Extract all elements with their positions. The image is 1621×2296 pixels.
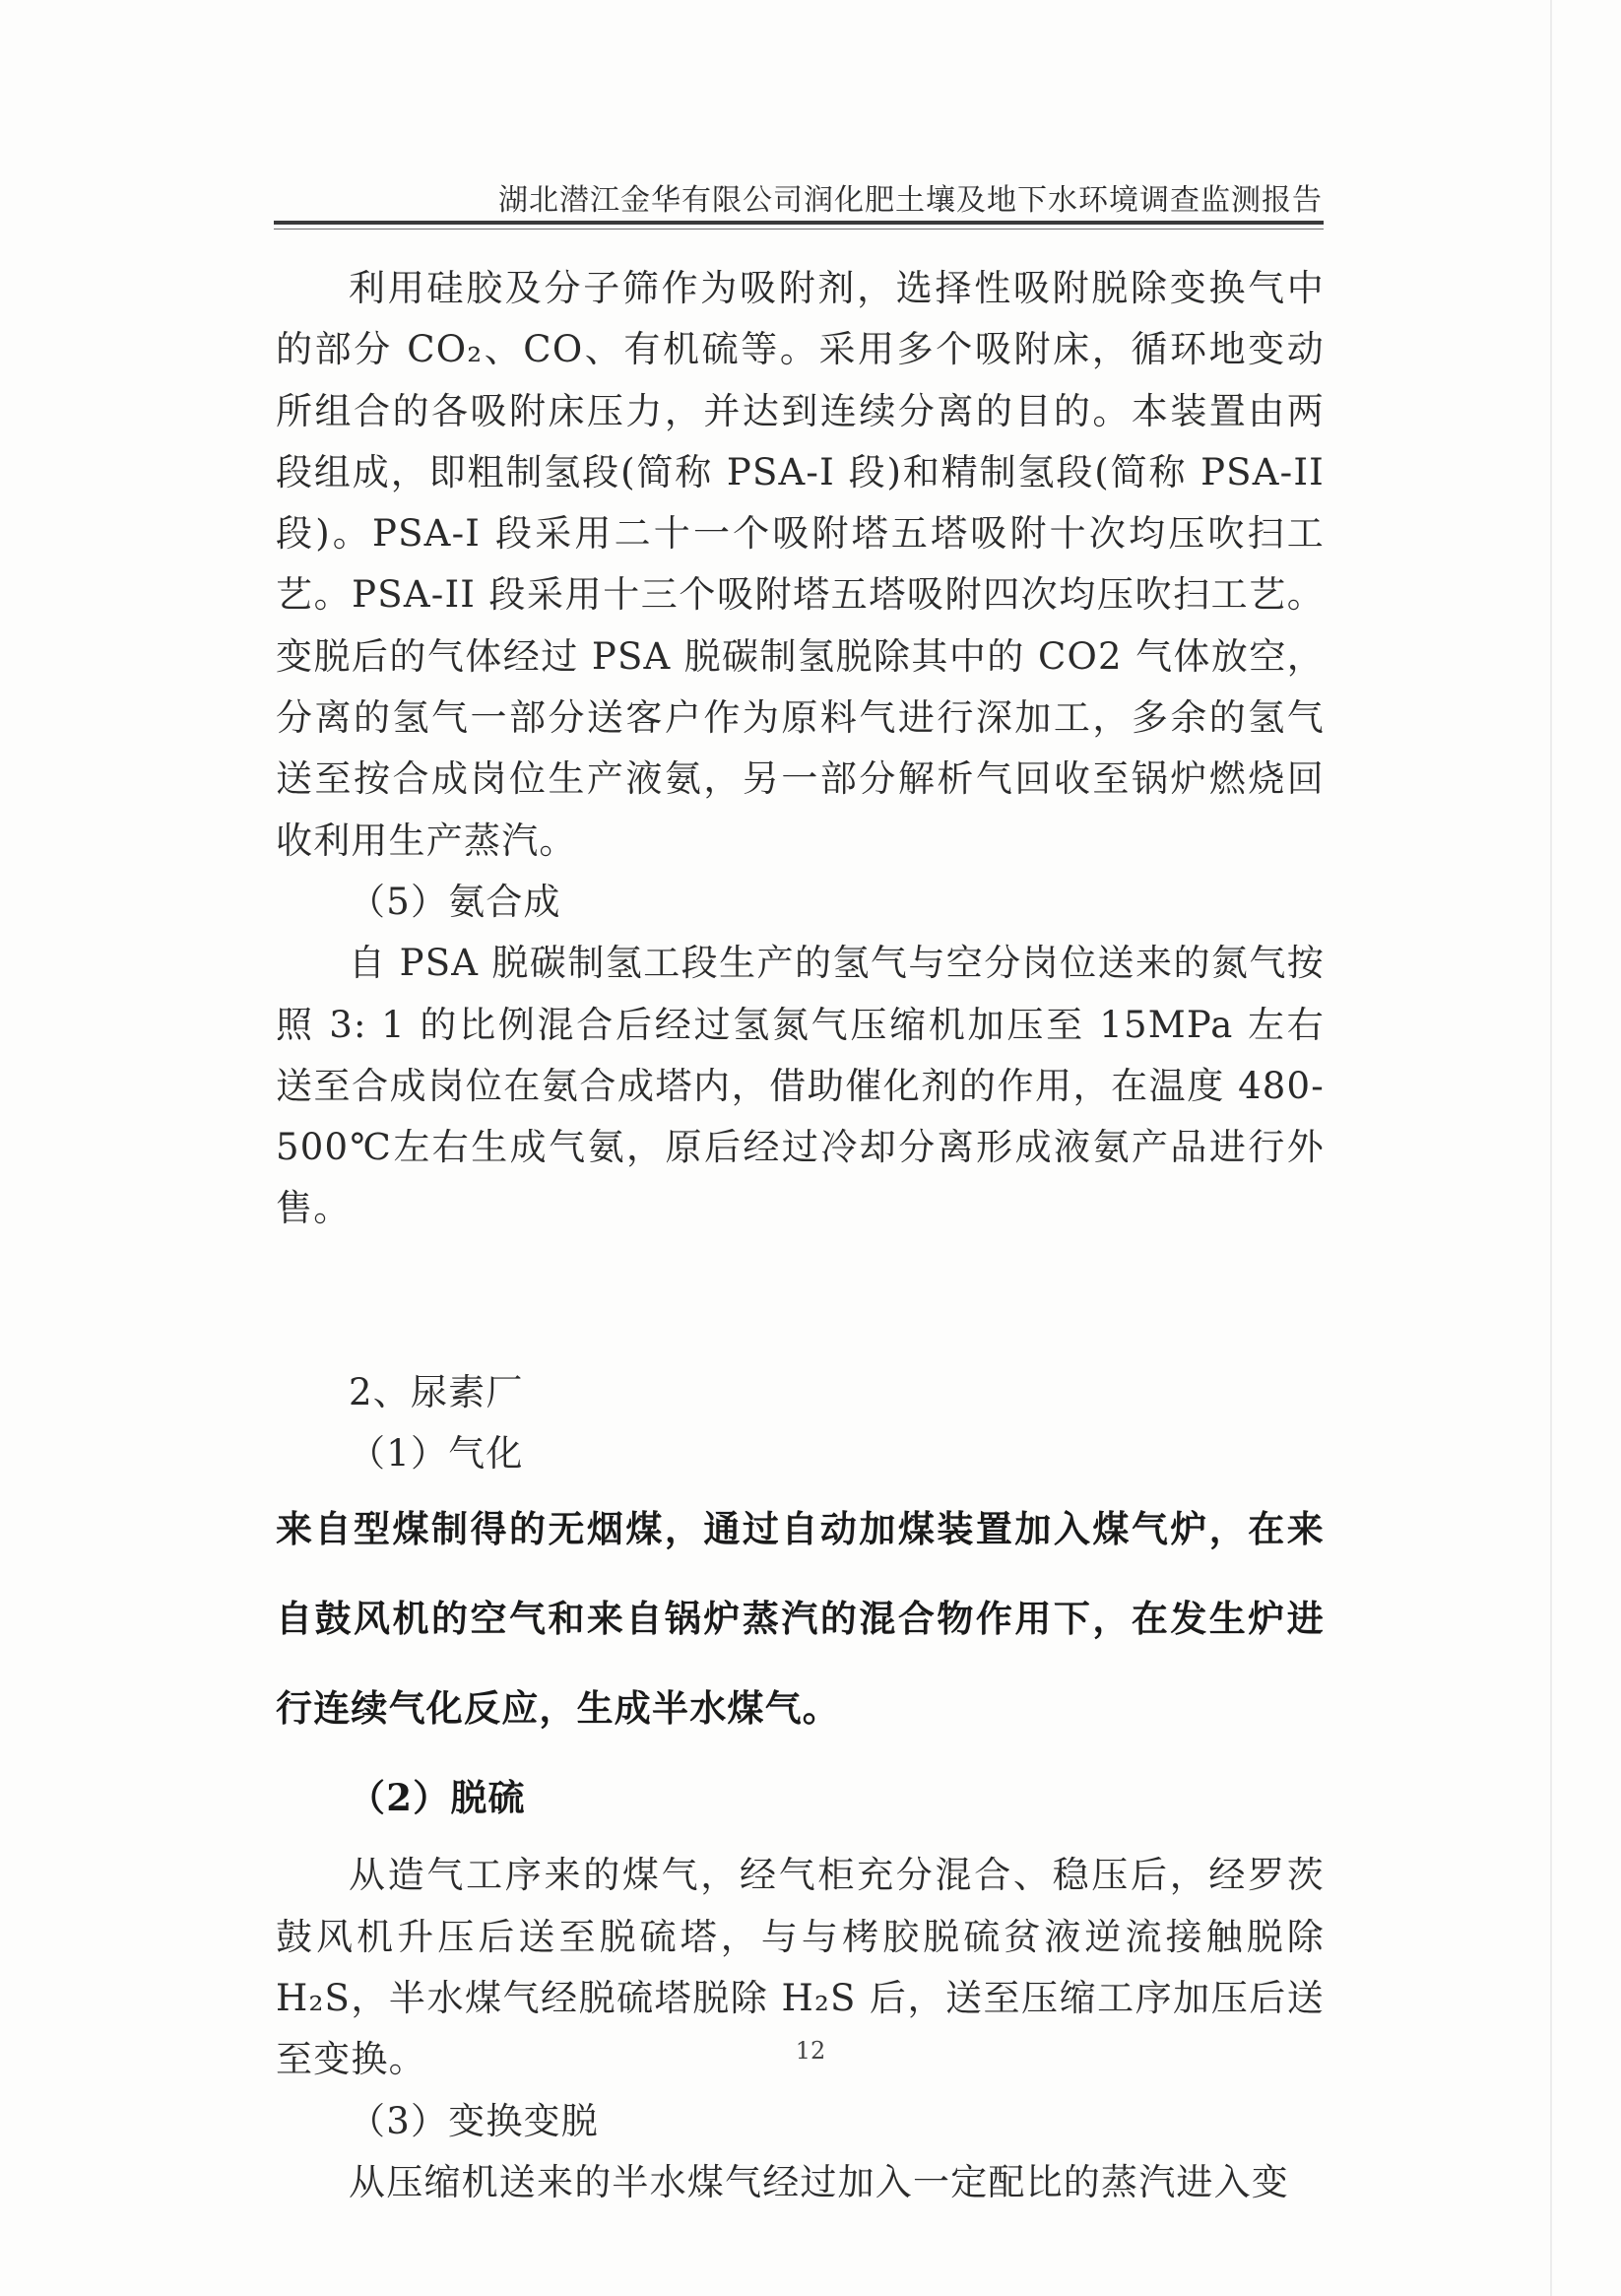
- report-header-title: 湖北潜江金华有限公司润化肥土壤及地下水环境调查监测报告: [498, 183, 1323, 218]
- section-heading-urea-plant: 2、尿素厂: [349, 1370, 524, 1413]
- header-rule-thin: [274, 229, 1324, 230]
- subheading-gasification: （1）气化: [349, 1432, 524, 1476]
- scan-edge-line: [1550, 0, 1552, 2296]
- paragraph-shift-conversion: 从压缩机送来的半水煤气经过加入一定配比的蒸汽进入变: [349, 2160, 1289, 2203]
- paragraph-desulfurization: 从造气工序来的煤气，经气柜充分混合、稳压后，经罗茨鼓风机升压后送至脱硫塔，与与栲胶脱硫贫液逆流接触脱除 H₂S，半水煤气经脱硫塔脱除 H₂S 后，送至压缩工序加压后送至变换。: [276, 1854, 1325, 2081]
- subheading-shift-conversion: （3）变换变脱: [349, 2099, 599, 2142]
- paragraph-gasification: 来自型煤制得的无烟煤，通过自动加煤装置加入煤气炉，在来自鼓风机的空气和来自锅炉蒸汽的混合物作用下，在发生炉进行连续气化反应，生成半水煤气。: [276, 1507, 1325, 1731]
- header-rule: [274, 221, 1324, 225]
- subheading-desulfurization: （2）脱硫: [349, 1776, 526, 1820]
- paragraph-ammonia-synthesis: 自 PSA 脱碳制氢工段生产的氢气与空分岗位送来的氮气按照 3: 1 的比例混合后经过氢氮气压缩机加压至 15MPa 左右送至合成岗位在氨合成塔内，借助催化剂的作用，在温度 480-500℃左右生成气氨，原后经过冷却分离形成液氨产品进行外售。: [276, 942, 1325, 1230]
- blank-gap: [276, 1240, 1325, 1362]
- page-number: 12: [795, 2037, 826, 2065]
- document-body: [276, 258, 1325, 2213]
- subheading-ammonia-synthesis: （5）氨合成: [349, 880, 561, 923]
- paragraph-psa: 利用硅胶及分子筛作为吸附剂，选择性吸附脱除变换气中的部分 CO₂、CO、有机硫等。采用多个吸附床，循环地变动所组合的各吸附床压力，并达到连续分离的目的。本装置由两段组成，即粗制氢段(简称 PSA-I 段)和精制氢段(简称 PSA-II 段)。PSA-I 段采用二十一个吸附塔五塔吸附十次均压吹扫工艺。PSA-II 段采用十三个吸附塔五塔吸附四次均压吹扫工艺。 变脱后的气体经过 PSA 脱碳制氢脱除其中的 CO2 气体放空，分离的氢气一部分送客户作为原料气进行深加工，多余的氢气送至按合成岗位生产液氨，另一部分解析气回收至锅炉燃烧回收利用生产蒸汽。: [276, 267, 1325, 862]
